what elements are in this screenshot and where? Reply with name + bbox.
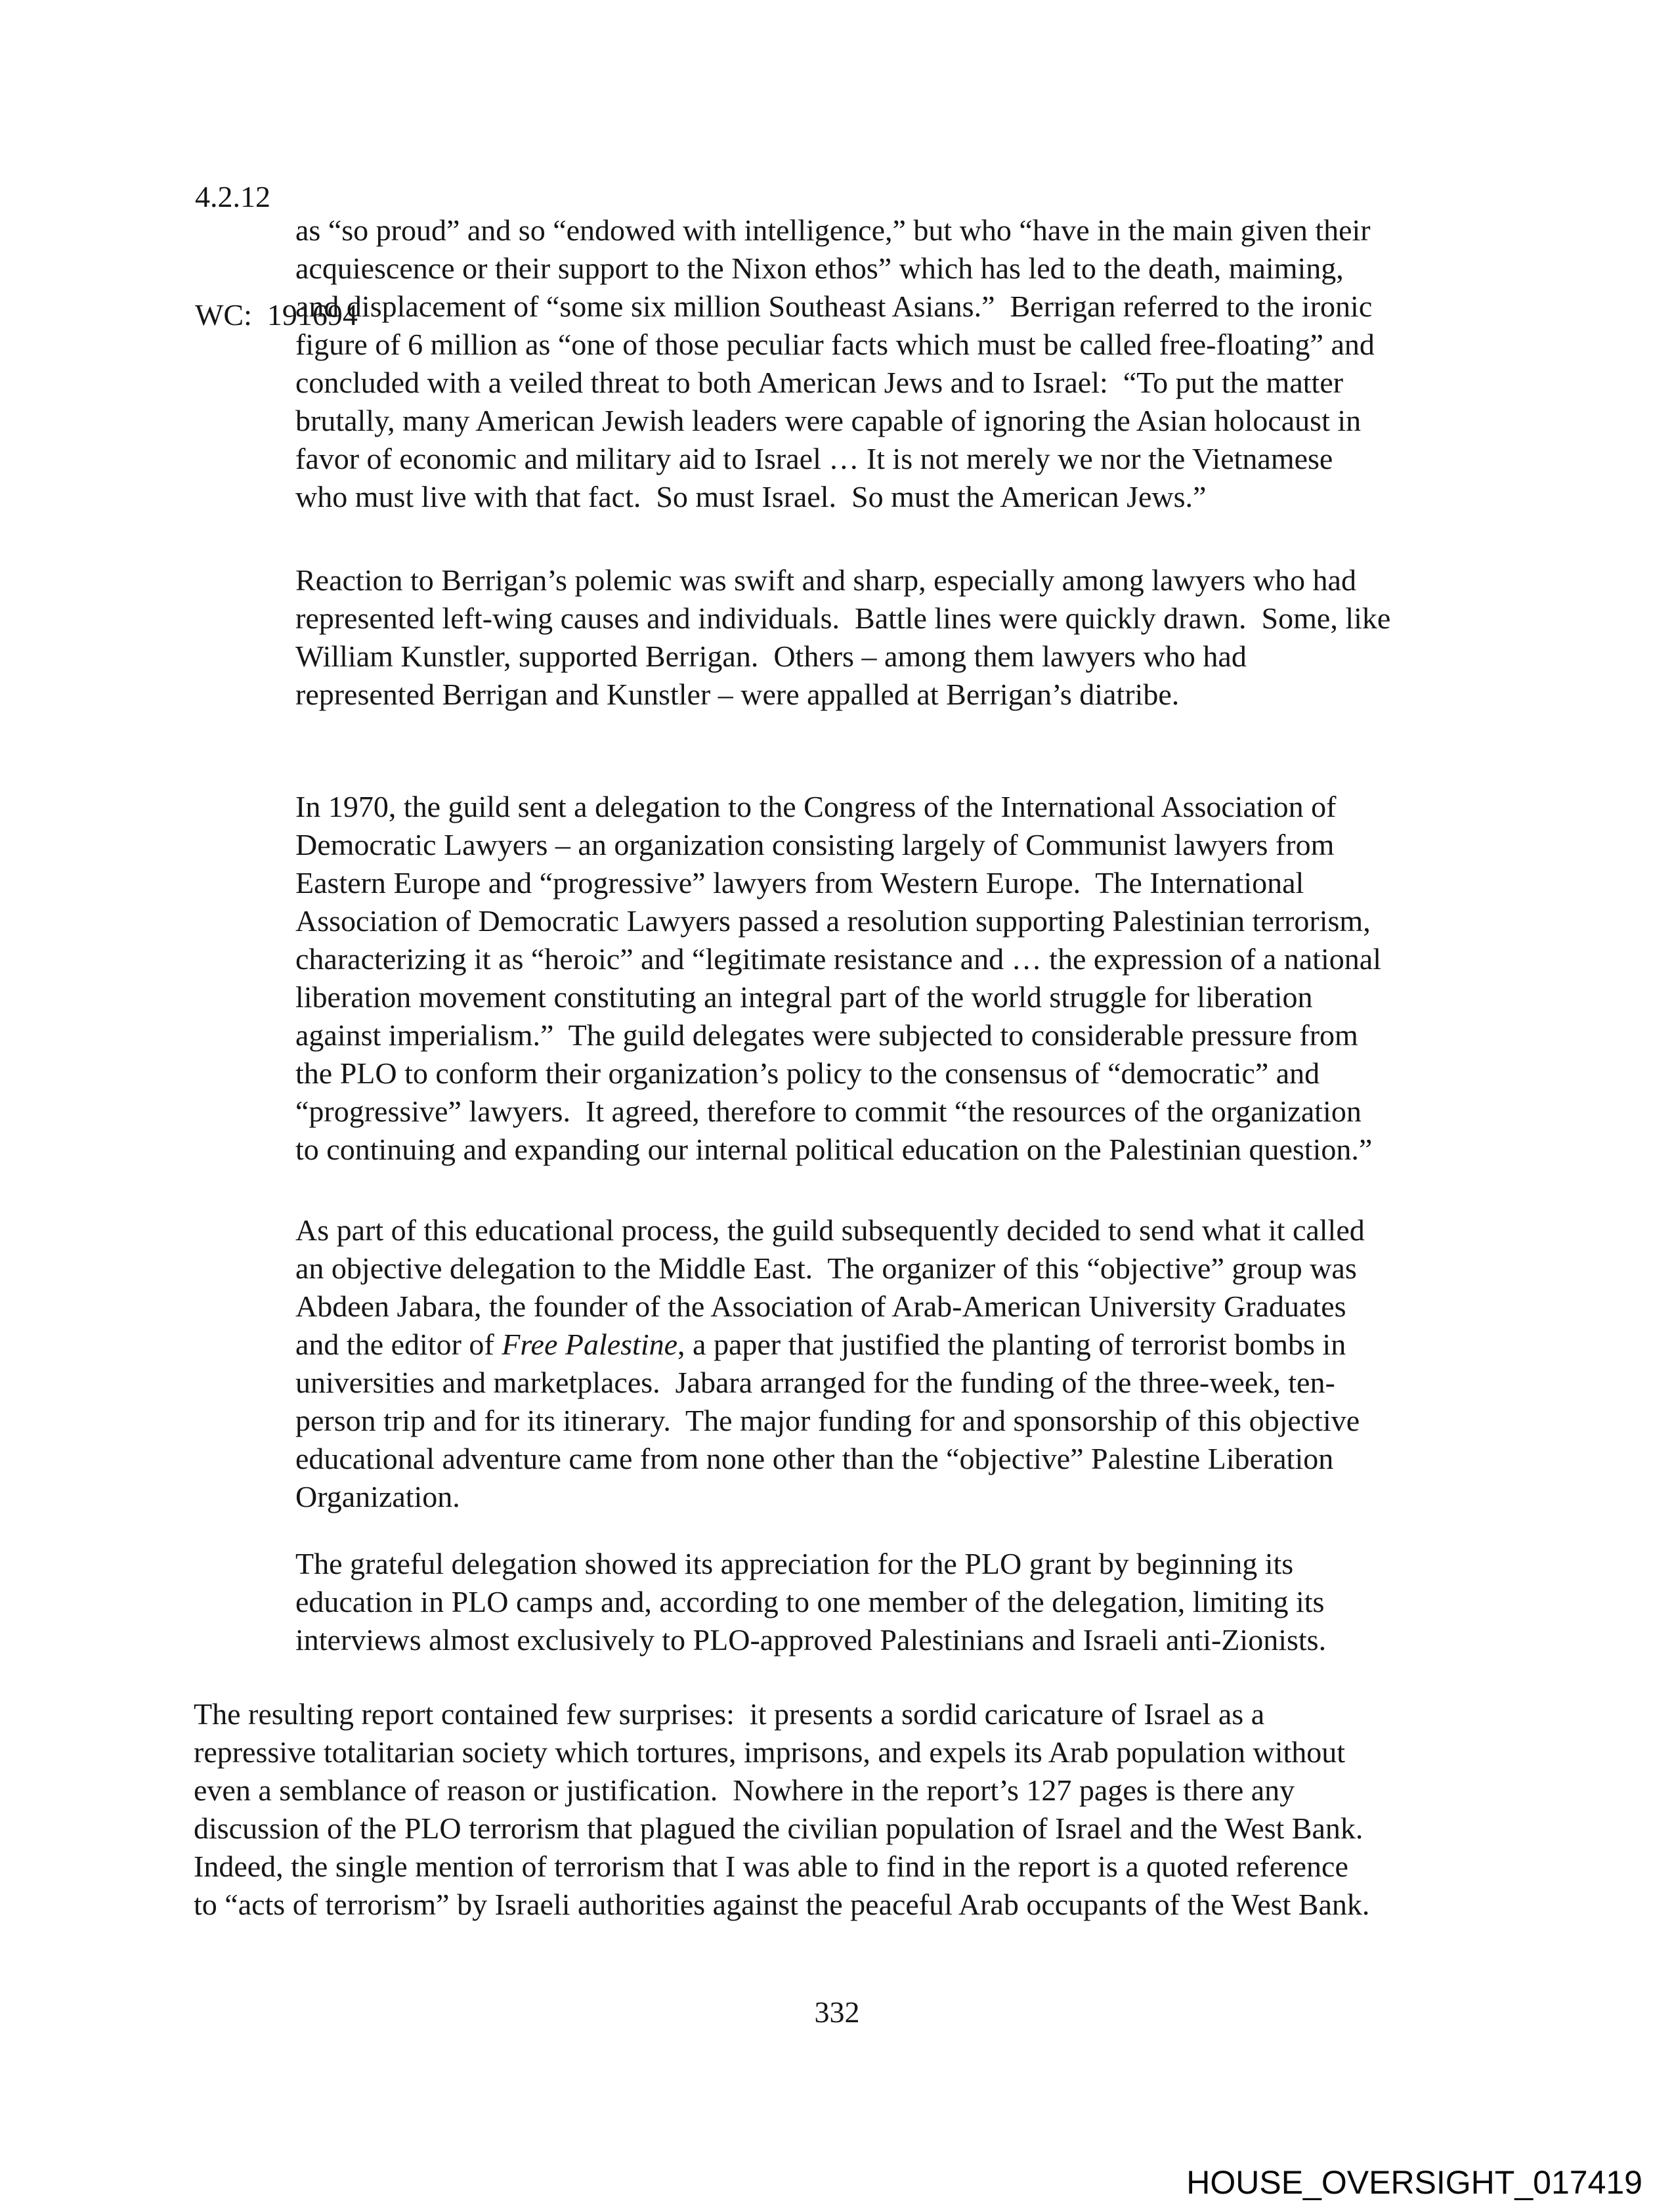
paragraph: as “so proud” and so “endowed with intelligence,” but who “have in the main given their acquiescence or their support to the Nixon ethos” which has led to the death, maiming, and displacement of “some six million Southeast Asians.” Berrigan referred to the ironic figure of 6 million as “one of those peculiar facts which must be called free-floating” and concluded with a veiled threat to both American Jews and to Israel: “To put the matter brutally, many American Jewish leaders were capable of ignoring the Asian holocaust in favor of economic and military aid to Israel … It is not merely we nor the Vietnamese who must live with that fact. So must Israel. So must the American Jews.” — [295, 213, 1375, 513]
paragraph: In 1970, the guild sent a delegation to the Congress of the International Association of Democratic Lawyers – an organization consisting largely of Communist lawyers from Eastern Europe and “progressive” lawyers from Western Europe. The International Association of Democratic Lawyers passed a resolution supporting Palestinian terrorism, characterizing it as “heroic” and “legitimate resistance and … the expression of a national liberation movement constituting an integral part of the world struggle for liberation against imperialism.” The guild delegates were subjected to considerable pressure from the PLO to conform their organization’s policy to the consensus of “democratic” and “progressive” lawyers. It agreed, therefore to commit “the resources of the organization to continuing and expanding our internal political education on the Palestinian question.” — [295, 790, 1382, 1166]
page-number: 332 — [814, 1995, 860, 2029]
paragraph: Reaction to Berrigan’s polemic was swift and sharp, especially among lawyers who had represented left-wing causes and individuals. Battle lines were quickly drawn. Some, like William Kunstler, supported Berrigan. Others – among them lawyers who had represented Berrigan and Kunstler – were appalled at Berrigan’s diatribe. — [295, 563, 1391, 711]
header-code: 4.2.12 — [195, 180, 270, 213]
paragraph: As part of this educational process, the guild subsequently decided to send what it called an objective delegation to the Middle East. The organizer of this “objective” group was Abdeen Jabara, the founder of the Association of Arab-American University Graduates and the editor of Free Palestine, a paper that justified the planting of terrorist bombs in universities and marketplaces. Jabara arranged for the funding of the three-week, ten- person trip and for its itinerary. The major funding for and sponsorship of this objective educational adventure came from none other than the “objective” Palestine Liberation Organization. — [295, 1213, 1365, 1513]
bates-stamp: HOUSE_OVERSIGHT_017419 — [1186, 2164, 1642, 2201]
header-word-count: WC: 191694 — [195, 298, 358, 332]
paragraph: The resulting report contained few surprises: it presents a sordid caricature of Israel as a repressive totalitarian society which tortures, imprisons, and expels its Arab population without even a semblance of reason or justification. Nowhere in the report’s 127 pages is there any discussion of the PLO terrorism that plagued the civilian population of Israel and the West Bank. Indeed, the single mention of terrorism that I was able to find in the report is a quoted reference to “acts of terrorism” by Israeli authorities against the peaceful Arab occupants of the West Bank. — [194, 1697, 1370, 1921]
paragraph: The grateful delegation showed its appreciation for the PLO grant by beginning its education in PLO camps and, according to one member of the delegation, limiting its interviews almost exclusively to PLO-approved Palestinians and Israeli anti-Zionists. — [295, 1547, 1327, 1657]
